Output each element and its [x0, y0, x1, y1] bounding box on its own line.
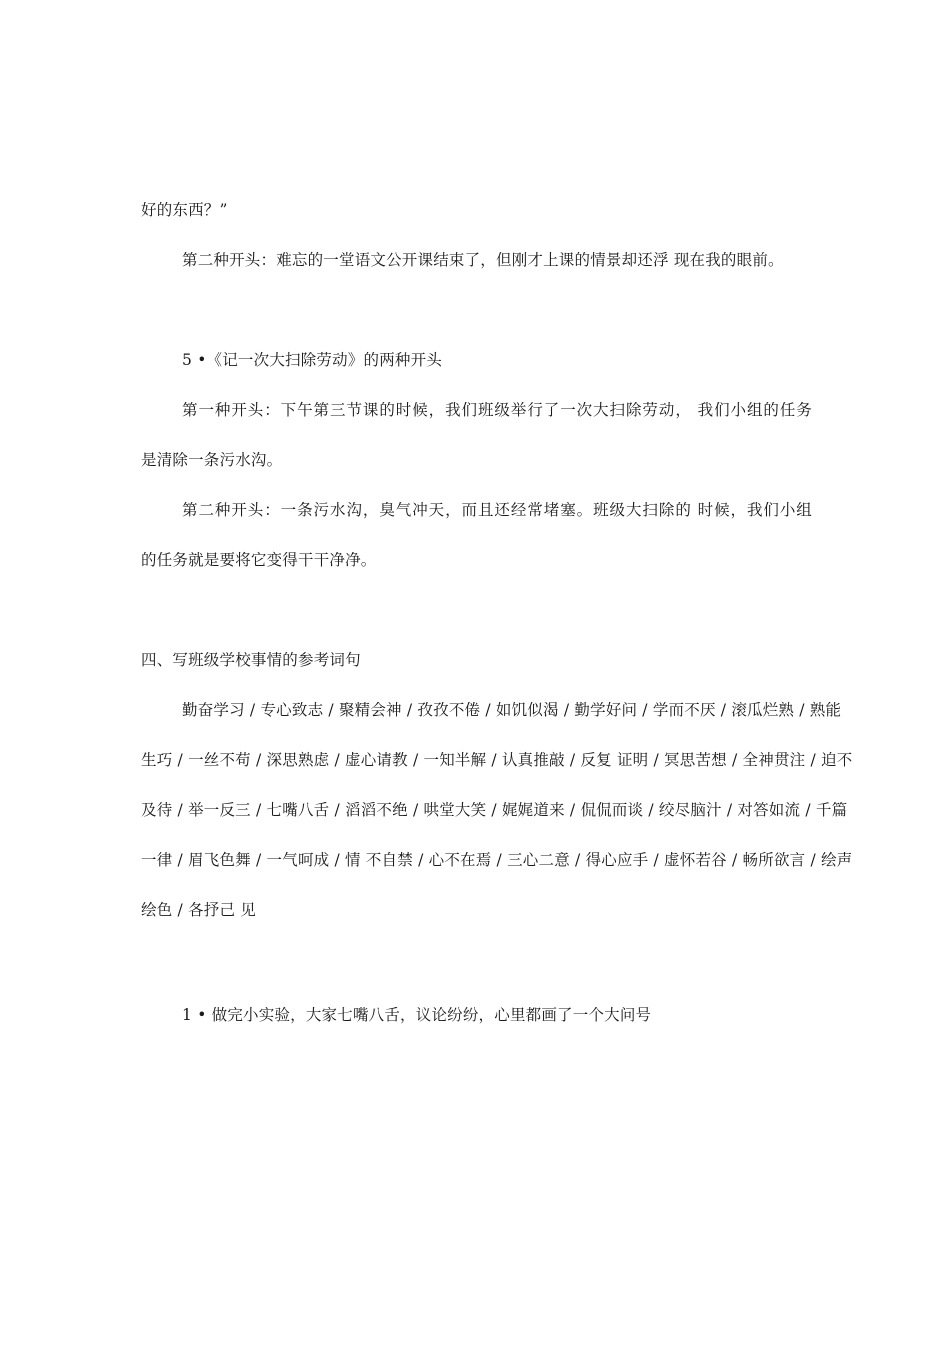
phrase-list-line: 生巧 / 一丝不苟 / 深思熟虑 / 虚心请教 / 一知半解 / 认真推敲 / 反复 证明 / 冥思苦想 / 全神贯注 / 迫不	[141, 751, 853, 769]
paragraph-line: 是清除一条污水沟。	[141, 451, 283, 469]
paragraph-line: 第二种开头：难忘的一堂语文公开课结束了，但刚才上课的情景却还浮 现在我的眼前。	[182, 251, 784, 269]
phrase-list-line: 及待 / 举一反三 / 七嘴八舌 / 滔滔不绝 / 哄堂大笑 / 娓娓道来 / 侃侃而谈 / 绞尽脑汁 / 对答如流 / 千篇	[141, 801, 848, 819]
paragraph-line: 第二种开头：一条污水沟，臭气冲天，而且还经常堵塞。班级大扫除的 时候，我们小组	[182, 501, 812, 519]
paragraph-line: 的任务就是要将它变得干干净净。	[141, 551, 377, 569]
phrase-list-line: 一律 / 眉飞色舞 / 一气呵成 / 情 不自禁 / 心不在焉 / 三心二意 / 得心应手 / 虚怀若谷 / 畅所欲言 / 绘声	[141, 851, 853, 869]
paragraph-line: 第一种开头：下午第三节课的时候，我们班级举行了一次大扫除劳动， 我们小组的任务	[182, 401, 812, 419]
example-sentence: 1 • 做完小实验，大家七嘴八舌，议论纷纷，心里都画了一个大问号	[182, 1006, 652, 1024]
section-heading: 四、写班级学校事情的参考词句	[141, 651, 361, 669]
paragraph-line: 好的东西？”	[141, 201, 228, 219]
phrase-list-line: 勤奋学习 / 专心致志 / 聚精会神 / 孜孜不倦 / 如饥似渴 / 勤学好问 / 学而不厌 / 滚瓜烂熟 / 熟能	[182, 701, 842, 719]
phrase-list-line: 绘色 / 各抒己 见	[141, 901, 257, 919]
section-heading: 5 •《记一次大扫除劳动》的两种开头	[182, 351, 443, 369]
